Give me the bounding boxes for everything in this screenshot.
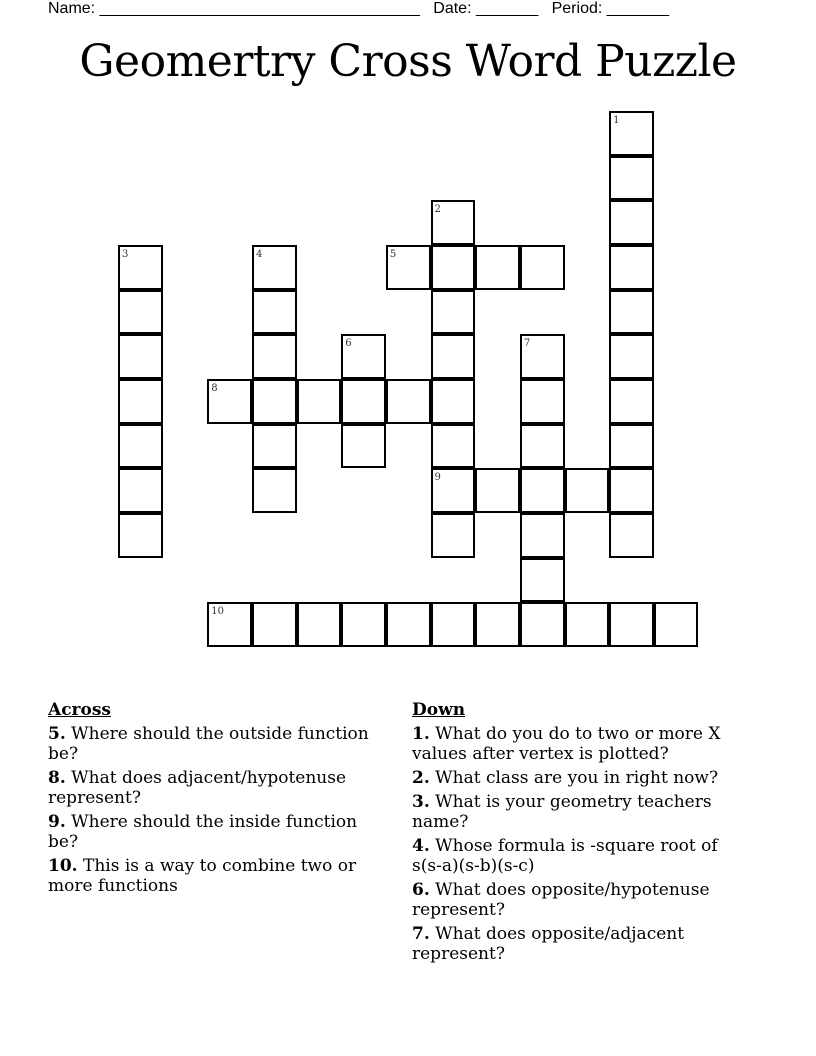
clue-number: 7. [412,924,430,944]
grid-cell[interactable] [609,290,654,335]
cell-number: 7 [523,338,531,350]
grid-cell[interactable] [520,513,565,558]
grid-cell[interactable] [252,468,297,513]
clue-number: 5. [48,724,66,744]
clue-item [412,792,752,832]
grid-cell[interactable] [475,602,520,647]
grid-cell[interactable] [252,602,297,647]
clue-number: 1. [412,724,430,744]
grid-cell[interactable] [118,245,163,290]
page-title: Geomertry Cross Word Puzzle [79,36,737,87]
grid-cell[interactable] [118,468,163,513]
clue-item [412,768,752,788]
cell-number: 10 [211,606,225,618]
grid-cell[interactable] [252,245,297,290]
clue-item [412,924,752,964]
grid-cell[interactable] [341,379,386,424]
grid-cell[interactable] [475,468,520,513]
grid-cell[interactable] [609,602,654,647]
cell-number: 8 [211,382,218,394]
period-label: Period: [551,0,603,17]
cell-number: 5 [389,248,397,260]
clue-text: What is your geometry teachers name? [412,792,712,832]
grid-cell[interactable] [431,334,476,379]
clue-text: What does adjacent/hypotenuse represent? [48,768,347,808]
grid-cell[interactable] [565,602,610,647]
clue-item [48,768,378,808]
grid-cell[interactable] [386,379,431,424]
clue-text: Where should the inside function be? [48,812,358,852]
grid-cell[interactable] [252,379,297,424]
grid-cell[interactable] [341,334,386,379]
grid-cell[interactable] [609,334,654,379]
clue-item [412,836,752,876]
date-label: Date: [433,0,472,17]
grid-cell[interactable] [118,513,163,558]
grid-cell[interactable] [520,424,565,469]
grid-cell[interactable] [520,558,565,603]
grid-cell[interactable] [609,156,654,201]
name-blank[interactable]: ____________________________________ [99,0,420,17]
grid-cell[interactable] [431,468,476,513]
grid-cell[interactable] [118,424,163,469]
clue-number: 3. [412,792,430,812]
grid-cell[interactable] [520,602,565,647]
grid-cell[interactable] [386,245,431,290]
grid-cell[interactable] [520,245,565,290]
grid-cell[interactable] [341,424,386,469]
grid-cell[interactable] [431,379,476,424]
date-blank[interactable]: _______ [475,0,539,17]
grid-cell[interactable] [431,513,476,558]
clue-text: What do you do to two or more X values after vertex is plotted? [412,724,721,764]
clue-number: 4. [412,836,430,856]
cell-number: 3 [122,248,129,260]
clue-item [412,724,752,764]
grid-cell[interactable] [252,334,297,379]
grid-cell[interactable] [475,245,520,290]
grid-cell[interactable] [431,245,476,290]
grid-cell[interactable] [252,290,297,335]
name-label: Name: [48,0,96,17]
period-blank[interactable]: _______ [606,0,670,17]
across-clues [48,700,378,900]
grid-cell[interactable] [252,424,297,469]
grid-cell[interactable] [609,111,654,156]
grid-cell[interactable] [431,290,476,335]
grid-cell[interactable] [431,424,476,469]
clue-text: Where should the outside function be? [48,724,369,764]
clue-number: 2. [412,768,430,788]
grid-cell[interactable] [297,379,342,424]
grid-cell[interactable] [297,602,342,647]
clue-item [48,812,378,852]
clue-number: 6. [412,880,430,900]
cell-number: 6 [345,338,352,350]
grid-cell[interactable] [609,513,654,558]
header-line [48,0,669,18]
grid-cell[interactable] [609,424,654,469]
clue-item [48,724,378,764]
clue-item [412,880,752,920]
grid-cell[interactable] [654,602,699,647]
grid-cell[interactable] [341,602,386,647]
clue-text: This is a way to combine two or more functions [48,856,357,896]
cell-number: 2 [434,204,441,216]
across-heading: Across [48,700,111,720]
clue-item [48,856,378,896]
grid-cell[interactable] [207,602,252,647]
grid-cell[interactable] [609,200,654,245]
cell-number: 4 [255,248,263,260]
grid-cell[interactable] [431,602,476,647]
grid-cell[interactable] [609,379,654,424]
clue-text: Whose formula is -square root of s(s-a)(s-b)(s-c) [412,836,718,876]
grid-cell[interactable] [431,200,476,245]
grid-cell[interactable] [609,245,654,290]
grid-cell[interactable] [118,290,163,335]
clue-number: 8. [48,768,66,788]
clue-number: 10. [48,856,78,876]
grid-cell[interactable] [386,602,431,647]
grid-cell[interactable] [520,379,565,424]
clue-text: What class are you in right now? [435,768,719,788]
grid-cell[interactable] [520,468,565,513]
down-heading: Down [412,700,466,720]
clue-text: What does opposite/adjacent represent? [412,924,685,964]
clue-text: What does opposite/hypotenuse represent? [412,880,710,920]
grid-cell[interactable] [207,379,252,424]
grid-cell[interactable] [118,334,163,379]
cell-number: 1 [613,115,620,126]
clue-number: 9. [48,812,66,832]
grid-cell[interactable] [520,334,565,379]
grid-cell[interactable] [118,379,163,424]
grid-cell[interactable] [565,468,610,513]
grid-cell[interactable] [609,468,654,513]
down-clues [412,700,752,968]
cell-number: 9 [434,472,441,484]
